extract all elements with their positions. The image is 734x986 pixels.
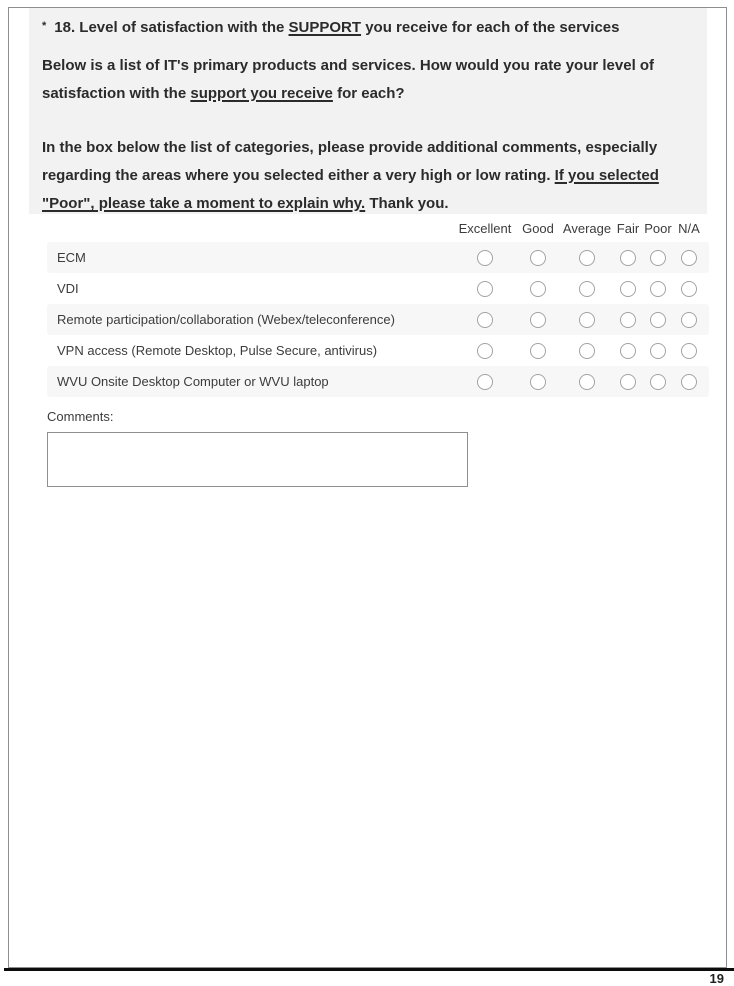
column-header-fair: Fair <box>616 220 640 236</box>
radio-cell <box>676 343 702 359</box>
underlined-text: "Poor", please take a moment to explain why. <box>42 195 366 212</box>
radio-r5-excellent[interactable] <box>477 374 493 390</box>
radio-r4-average[interactable] <box>579 343 595 359</box>
matrix-row <box>47 273 709 304</box>
text-segment: regarding the areas where you selected either a very high or low rating. <box>42 167 555 184</box>
radio-r4-good[interactable] <box>530 343 546 359</box>
column-header-average: Average <box>562 220 612 236</box>
radio-cell <box>456 250 514 266</box>
radio-cell <box>616 281 640 297</box>
radio-r2-n-a[interactable] <box>681 281 697 297</box>
radio-cell <box>644 312 672 328</box>
rating-matrix <box>9 214 726 397</box>
radio-cell <box>616 312 640 328</box>
radio-cell <box>616 343 640 359</box>
radio-r3-excellent[interactable] <box>477 312 493 328</box>
radio-r5-average[interactable] <box>579 374 595 390</box>
matrix-header <box>9 214 709 242</box>
underlined-text: SUPPORT <box>288 19 362 36</box>
radio-cell <box>518 250 558 266</box>
comments-label: Comments: <box>47 409 114 424</box>
radio-r3-n-a[interactable] <box>681 312 697 328</box>
radio-r2-fair[interactable] <box>620 281 636 297</box>
matrix-row <box>47 335 709 366</box>
radio-r3-fair[interactable] <box>620 312 636 328</box>
text-line <box>42 52 694 80</box>
radio-cell <box>676 281 702 297</box>
radio-cell <box>518 312 558 328</box>
radio-r1-good[interactable] <box>530 250 546 266</box>
question-block <box>29 8 707 214</box>
survey-page <box>8 7 727 968</box>
radio-r2-poor[interactable] <box>650 281 666 297</box>
text-line <box>42 80 694 108</box>
footer-divider <box>4 968 734 971</box>
text-segment: Below is a list of IT's primary products and services. How would you rate your level of <box>42 57 655 74</box>
radio-cell <box>616 374 640 390</box>
row-radio-group <box>456 250 702 266</box>
page-number: 19 <box>709 971 724 986</box>
radio-r3-poor[interactable] <box>650 312 666 328</box>
radio-r4-excellent[interactable] <box>477 343 493 359</box>
radio-r3-good[interactable] <box>530 312 546 328</box>
radio-r3-average[interactable] <box>579 312 595 328</box>
radio-cell <box>518 281 558 297</box>
radio-cell <box>676 312 702 328</box>
required-asterisk: * <box>42 20 47 32</box>
matrix-row <box>47 366 709 397</box>
text-segment: satisfaction with the <box>42 85 191 102</box>
underlined-text: If you selected <box>554 167 659 184</box>
row-label: VDI <box>57 281 79 296</box>
row-label: ECM <box>57 250 86 265</box>
row-radio-group <box>456 312 702 328</box>
radio-cell <box>456 343 514 359</box>
text-segment: for each? <box>332 85 405 102</box>
description-paragraph <box>42 52 694 108</box>
radio-r1-average[interactable] <box>579 250 595 266</box>
radio-r5-good[interactable] <box>530 374 546 390</box>
radio-r1-fair[interactable] <box>620 250 636 266</box>
radio-cell <box>616 250 640 266</box>
row-radio-group <box>456 281 702 297</box>
radio-cell <box>562 374 612 390</box>
radio-cell <box>456 312 514 328</box>
radio-cell <box>518 374 558 390</box>
underlined-text: support you receive <box>190 85 333 102</box>
radio-r4-fair[interactable] <box>620 343 636 359</box>
matrix-header-columns <box>456 221 702 236</box>
radio-cell <box>562 343 612 359</box>
matrix-row <box>47 304 709 335</box>
row-label: WVU Onsite Desktop Computer or WVU laptop <box>57 374 329 389</box>
radio-r1-excellent[interactable] <box>477 250 493 266</box>
row-radio-group <box>456 343 702 359</box>
text-line <box>42 162 694 190</box>
radio-cell <box>644 343 672 359</box>
row-radio-group <box>456 374 702 390</box>
column-header-poor: Poor <box>644 220 672 236</box>
text-segment: In the box below the list of categories, please provide additional comments, especially <box>42 139 658 156</box>
radio-cell <box>676 374 702 390</box>
radio-cell <box>456 281 514 297</box>
radio-cell <box>676 250 702 266</box>
radio-cell <box>562 250 612 266</box>
radio-cell <box>456 374 514 390</box>
question-title-text <box>54 19 619 36</box>
radio-cell <box>644 250 672 266</box>
radio-cell <box>518 343 558 359</box>
radio-cell <box>562 312 612 328</box>
radio-r5-fair[interactable] <box>620 374 636 390</box>
column-header-excellent: Excellent <box>458 220 512 236</box>
matrix-row <box>47 242 709 273</box>
radio-r2-excellent[interactable] <box>477 281 493 297</box>
comments-section <box>47 409 468 487</box>
text-segment: Thank you. <box>365 195 449 212</box>
comments-textarea[interactable] <box>47 432 468 487</box>
text-segment: 18. Level of satisfaction with the <box>54 19 289 36</box>
column-header-n-a: N/A <box>678 220 700 236</box>
radio-r5-n-a[interactable] <box>681 374 697 390</box>
row-label: Remote participation/collaboration (Webex/teleconference) <box>57 312 395 327</box>
question-description <box>29 52 707 218</box>
matrix-rows <box>9 242 726 397</box>
text-line <box>42 134 694 162</box>
row-label: VPN access (Remote Desktop, Pulse Secure, antivirus) <box>57 343 378 358</box>
radio-cell <box>644 281 672 297</box>
radio-r1-n-a[interactable] <box>681 250 697 266</box>
radio-cell <box>562 281 612 297</box>
radio-cell <box>644 374 672 390</box>
radio-r2-good[interactable] <box>530 281 546 297</box>
radio-r2-average[interactable] <box>579 281 595 297</box>
radio-r1-poor[interactable] <box>650 250 666 266</box>
radio-r4-poor[interactable] <box>650 343 666 359</box>
radio-r5-poor[interactable] <box>650 374 666 390</box>
text-segment: you receive for each of the services <box>361 19 620 36</box>
column-header-good: Good <box>522 220 554 236</box>
description-paragraph <box>42 134 694 218</box>
question-title <box>42 8 694 38</box>
radio-r4-n-a[interactable] <box>681 343 697 359</box>
